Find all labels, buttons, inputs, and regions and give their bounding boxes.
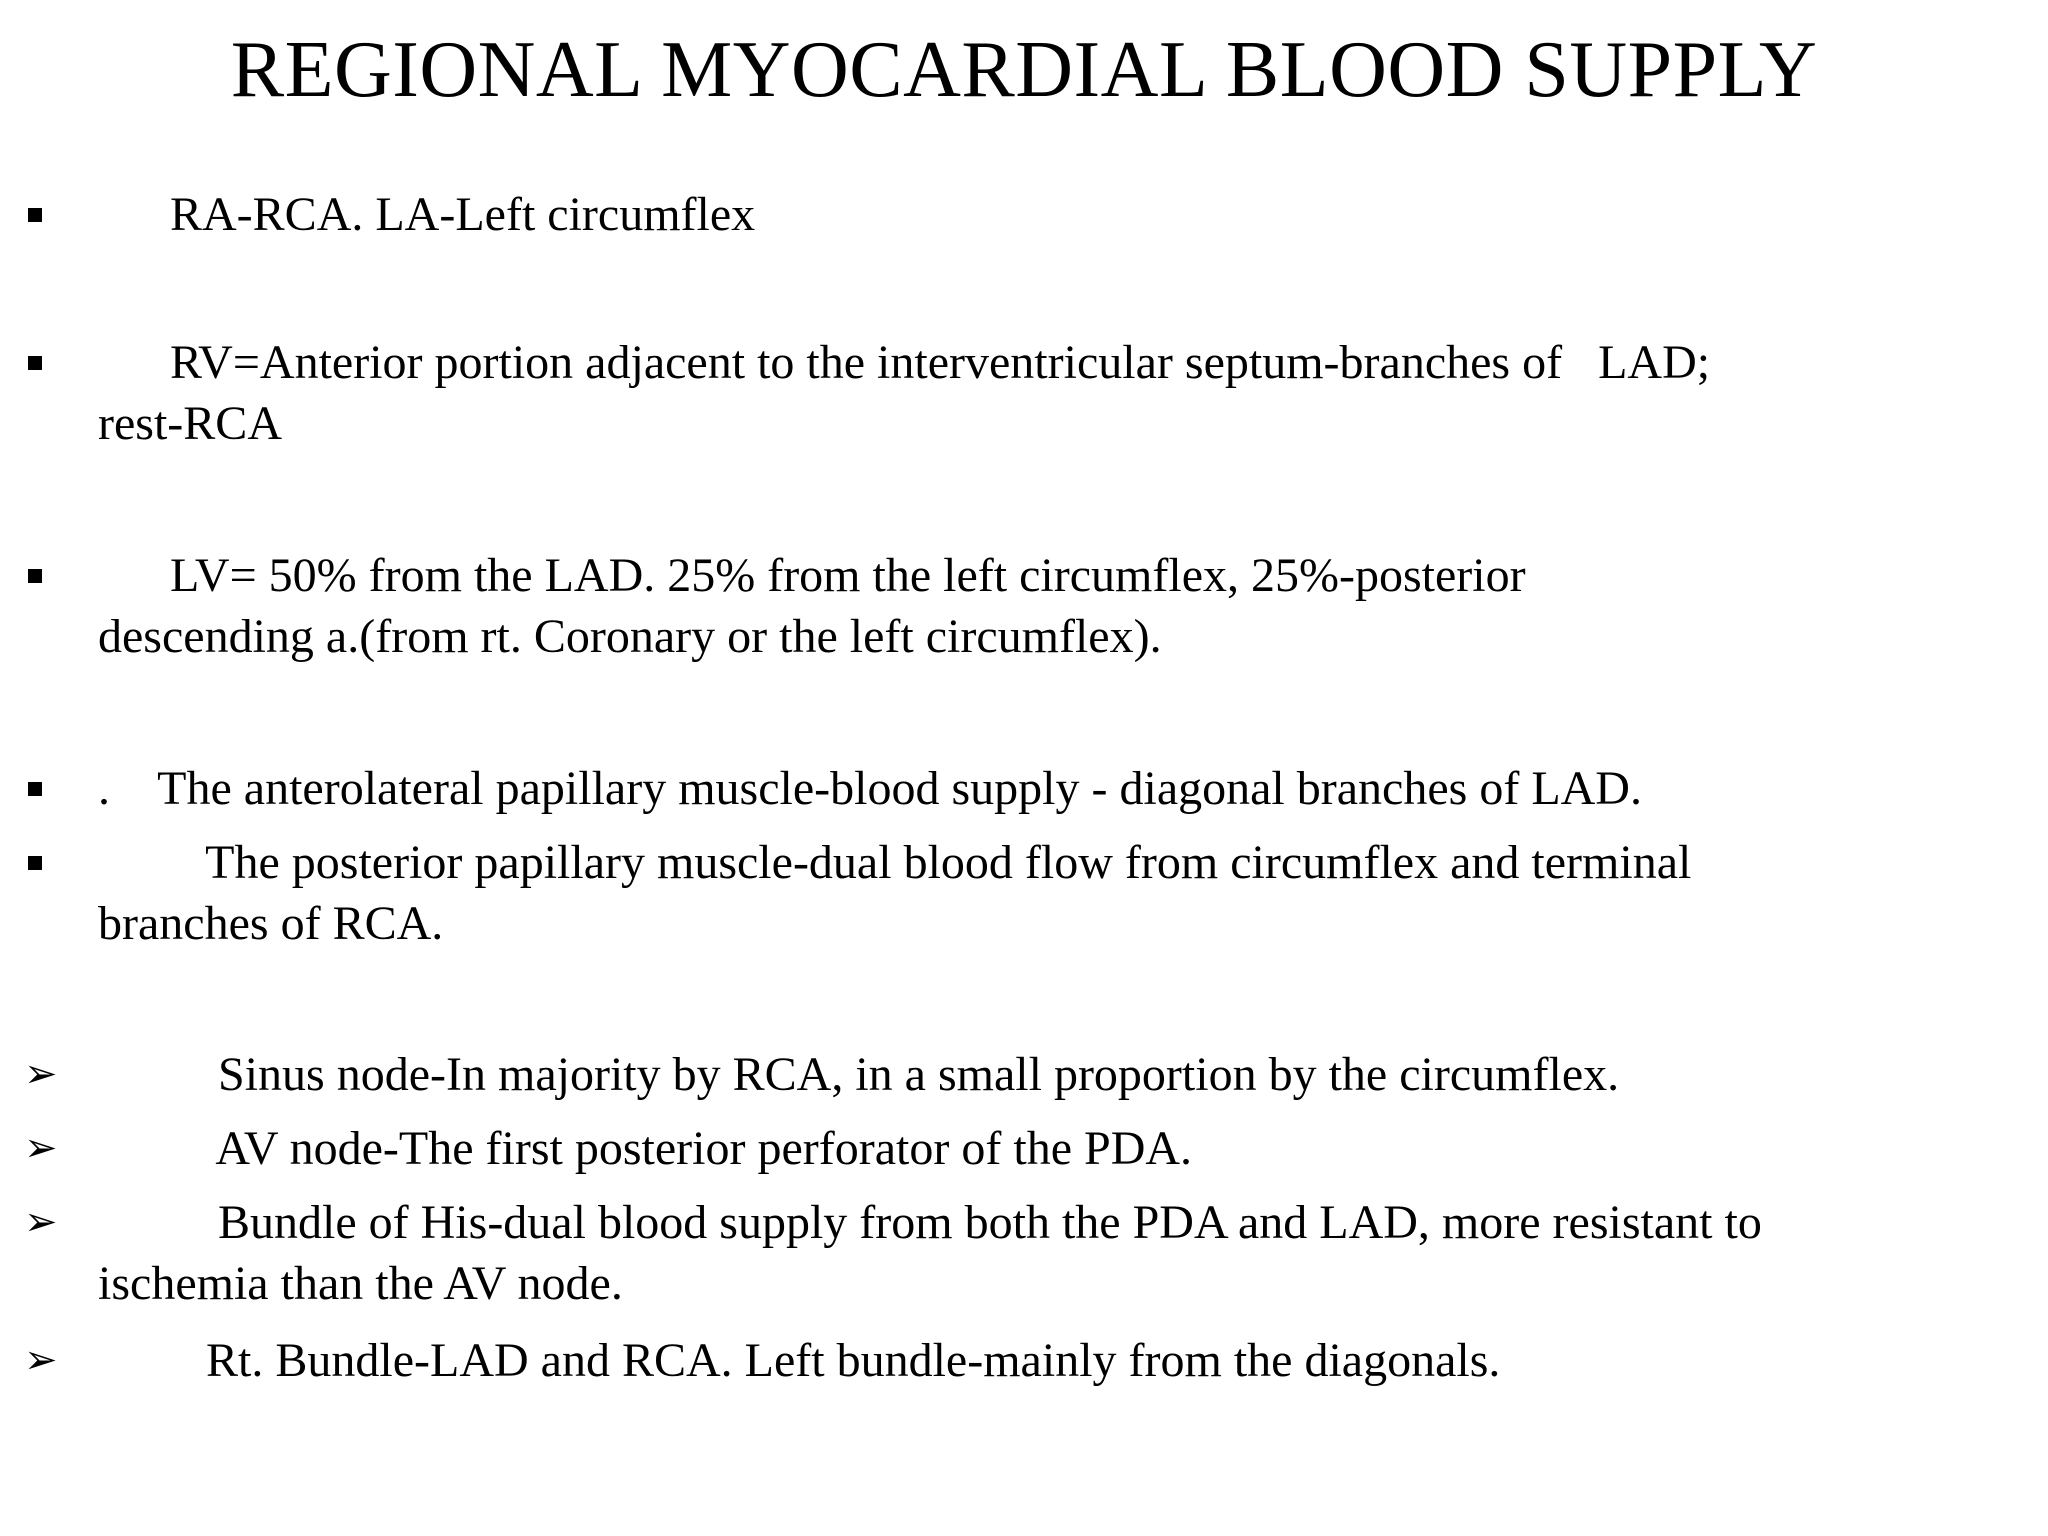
bullet-line: Sinus node-In majority by RCA, in a small proportion by the circumflex. xyxy=(98,1048,1620,1101)
bullet-line: . The anterolateral papillary muscle-blood supply - diagonal branches of LAD. xyxy=(98,762,1642,815)
square-bullet-icon xyxy=(28,832,42,892)
square-bullet-icon xyxy=(28,758,42,818)
arrow-bullet-icon: ➢ xyxy=(24,1051,58,1096)
arrow-bullet-icon: ➢ xyxy=(24,1199,58,1244)
bullet-line: Bundle of His-dual blood supply from both the PDA and LAD, more resistant to xyxy=(98,1196,1762,1249)
bullet-line: rest-RCA xyxy=(98,397,282,450)
bullet-line: The posterior papillary muscle-dual blood flow from circumflex and terminal xyxy=(98,836,1692,889)
arrow-bullet-icon: ➢ xyxy=(24,1125,58,1170)
arrow-bullet-icon: ➢ xyxy=(24,1337,58,1382)
bullet-line: ischemia than the AV node. xyxy=(98,1257,623,1310)
bullet-line: descending a.(from rt. Coronary or the left circumflex). xyxy=(98,610,1162,663)
square-bullet-icon xyxy=(28,545,42,605)
square-bullet-icon xyxy=(28,184,42,244)
bullet-line: RV=Anterior portion adjacent to the interventricular septum-branches of LAD; xyxy=(98,336,1711,389)
bullet-line: branches of RCA. xyxy=(98,897,444,950)
bullet-line: AV node-The first posterior perforator of the PDA. xyxy=(98,1122,1193,1175)
slide-title: REGIONAL MYOCARDIAL BLOOD SUPPLY xyxy=(230,26,1818,114)
bullet-line: Rt. Bundle-LAD and RCA. Left bundle-mainly from the diagonals. xyxy=(98,1334,1501,1387)
square-bullet-icon xyxy=(28,332,42,392)
bullet-line: RA-RCA. LA-Left circumflex xyxy=(98,188,756,241)
bullet-line: LV= 50% from the LAD. 25% from the left circumflex, 25%-posterior xyxy=(98,549,1526,602)
